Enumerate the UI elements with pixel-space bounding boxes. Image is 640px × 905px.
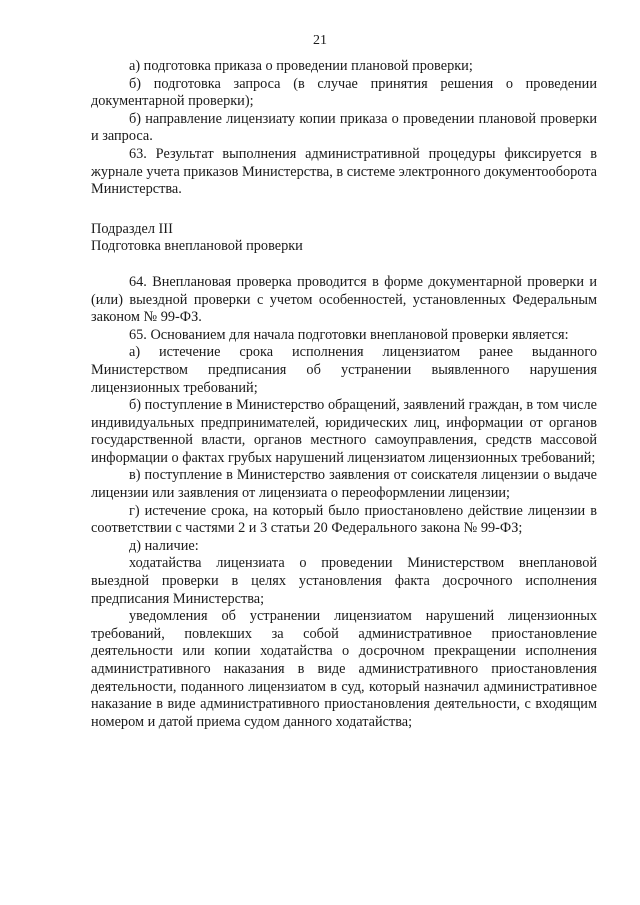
paragraph-63: 63. Результат выполнения административной процедуры фиксируется в журнале учета приказов Министерства, в системе электронного документооборота Министерства. xyxy=(91,145,597,198)
paragraph-65-d: д) наличие: xyxy=(129,537,199,554)
paragraph-65: 65. Основанием для начала подготовки внеплановой проверки является: xyxy=(129,326,569,343)
paragraph-65-d-hodataystvo: ходатайства лицензиата о проведении Министерством внеплановой выездной проверки в целях установления факта досрочного исполнения предписания Министерства; xyxy=(91,555,597,607)
spacer xyxy=(91,256,597,274)
paragraph-b-zapros: б) подготовка запроса (в случае принятия решения о проведении документарной проверки); xyxy=(91,75,597,110)
paragraph-64: 64. Внеплановая проверка проводится в форме документарной проверки и (или) выездной проверки с учетом особенностей, установленных Федеральным законом № 99-ФЗ. xyxy=(91,273,597,326)
paragraph-65-d-uvedomlenie: уведомления об устранении лицензиатом нарушений лицензионных требований, повлекших за собой административное приостановление деятельности или копии ходатайства о досрочном прекращении исполнения административного наказания в виде административного приостановления деятельности, поданного лицензиатом в суд, который назначил административное наказание в виде административного приостановления деятельности, с входящим номером и датой приема судом данного ходатайства; xyxy=(91,608,597,730)
paragraph-65-b: б) поступление в Министерство обращений, заявлений граждан, в том числе индивидуальных предпринимателей, юридических лиц, информации от органов государственной власти, органов местного самоуправления, средств массовой информации о фактах грубых нарушений лицензиатом лицензионных требований; xyxy=(91,397,597,466)
paragraph-b-napravlenie: б) направление лицензиату копии приказа о проведении плановой проверки и запроса. xyxy=(91,110,597,145)
spacer xyxy=(91,199,597,221)
page-number: 21 xyxy=(313,33,327,48)
paragraph-65-g: г) истечение срока, на который было приостановлено действие лицензии в соответствии с частями 2 и 3 статьи 20 Федерального закона № 99-ФЗ; xyxy=(91,502,597,537)
paragraph-65-a: а) истечение срока исполнения лицензиатом ранее выданного Министерством предписания об устранении выявленного нарушения лицензионных требований; xyxy=(91,344,597,396)
document-body xyxy=(91,58,597,731)
paragraph-a-prikaz: а) подготовка приказа о проведении плановой проверки; xyxy=(129,58,473,74)
subsection-label: Подраздел III xyxy=(91,220,173,237)
paragraph-65-v: в) поступление в Министерство заявления от соискателя лицензии о выдаче лицензии или заявления от лицензиата о переоформлении лицензии; xyxy=(91,467,597,502)
subsection-title: Подготовка внеплановой проверки xyxy=(91,238,303,255)
